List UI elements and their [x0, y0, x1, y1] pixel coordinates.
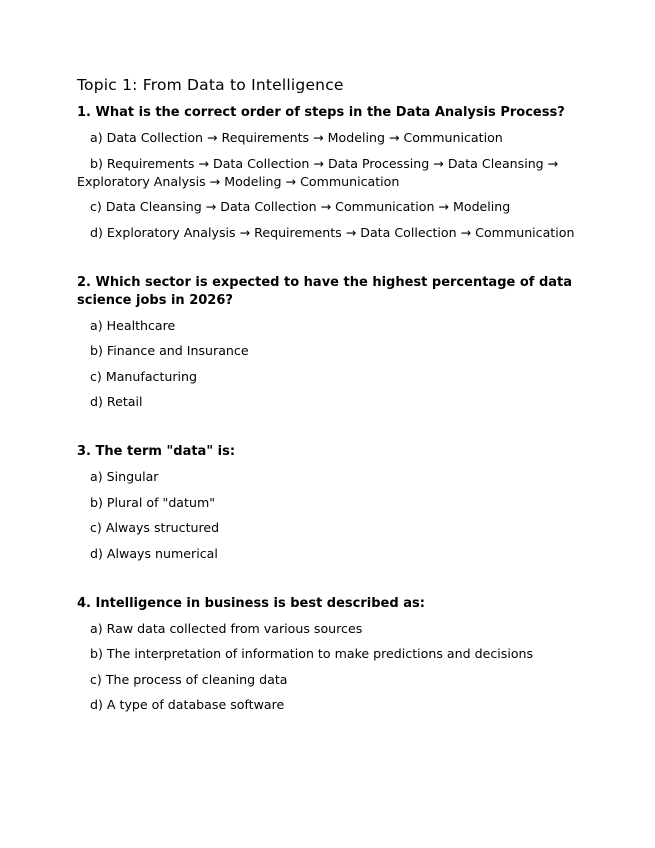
- option-c: c) Manufacturing: [90, 368, 198, 384]
- option-d: d) Always numerical: [90, 545, 218, 561]
- question-text: 4. Intelligence in business is best described as:: [77, 595, 425, 611]
- option-d: d) Retail: [90, 394, 143, 409]
- option-a: a) Raw data collected from various sources: [90, 620, 363, 636]
- option-b: b) Plural of "datum": [90, 494, 216, 510]
- question-3: [77, 443, 577, 563]
- option-a: a) Healthcare: [90, 317, 176, 333]
- option-d: d) A type of database software: [90, 697, 285, 712]
- option-a: a) Data Collection → Requirements → Modeling → Communication: [90, 130, 503, 145]
- question-2: [77, 274, 577, 412]
- option-c: c) Always structured: [90, 520, 220, 535]
- question-text: 2. Which sector is expected to have the highest percentage of data science jobs in 2026?: [77, 274, 573, 308]
- question-4: [77, 595, 577, 715]
- document-page: [77, 74, 577, 746]
- option-b: b) Requirements → Data Collection → Data Processing → Data Cleansing → Exploratory Analysis → Modeling → Communication: [77, 155, 559, 189]
- option-a: a) Singular: [90, 469, 159, 484]
- option-b: b) The interpretation of information to make predictions and decisions: [90, 646, 534, 661]
- question-1: [77, 104, 577, 242]
- option-d: d) Exploratory Analysis → Requirements → Data Collection → Communication: [90, 224, 575, 240]
- question-text: 3. The term "data" is:: [77, 444, 236, 459]
- option-c: c) The process of cleaning data: [90, 671, 288, 687]
- option-b: b) Finance and Insurance: [90, 343, 249, 358]
- topic-title: Topic 1: From Data to Intelligence: [77, 76, 344, 94]
- option-c: c) Data Cleansing → Data Collection → Communication → Modeling: [90, 199, 511, 214]
- question-text: 1. What is the correct order of steps in the Data Analysis Process?: [77, 105, 565, 120]
